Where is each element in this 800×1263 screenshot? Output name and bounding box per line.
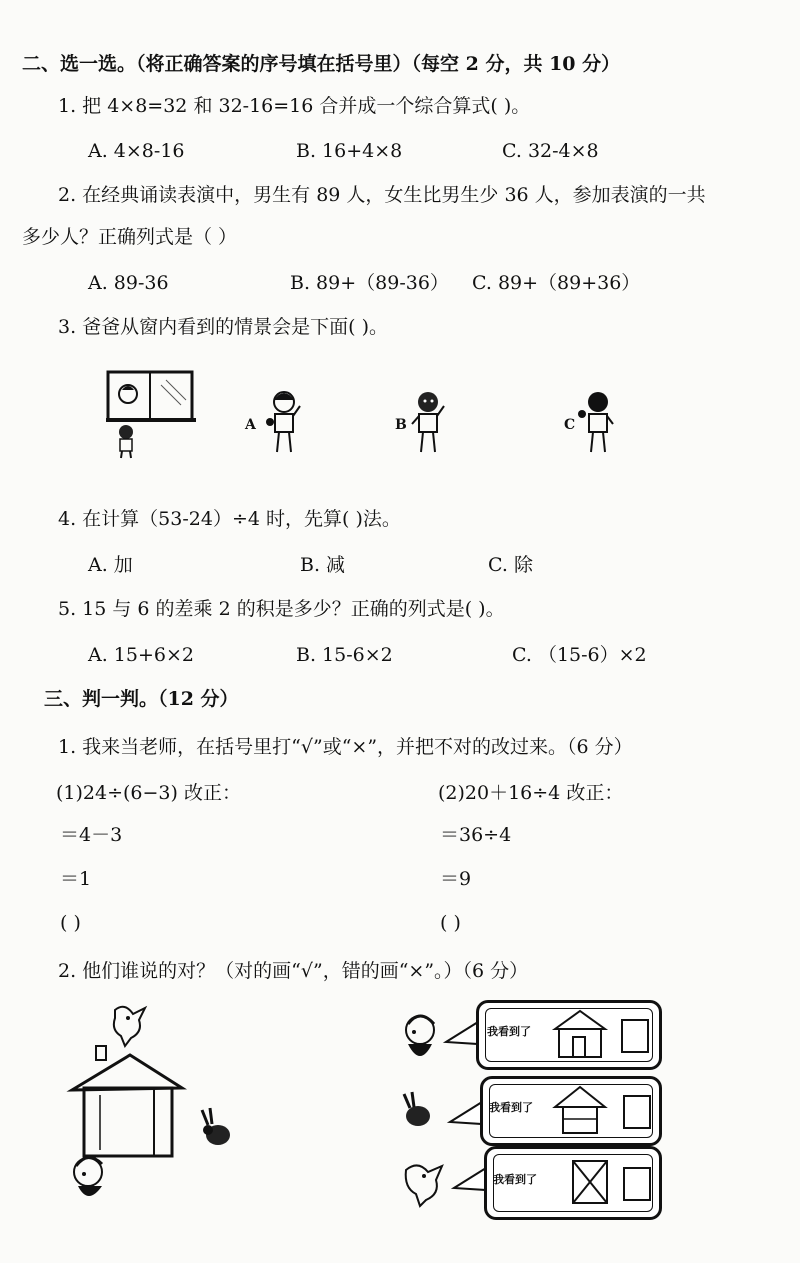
rabbit-speaker-figure [398, 1090, 438, 1130]
answer-box-3[interactable] [623, 1167, 651, 1201]
question-5-option-b: B. 15-6×2 [296, 644, 393, 666]
child-figure-a [262, 388, 306, 458]
question-5-text: 5. 15 与 6 的差乘 2 的积是多少？正确的列式是( )。 [58, 598, 505, 620]
question-1-option-c: C. 32-4×8 [502, 140, 599, 162]
bird-speaker-figure [400, 1158, 450, 1208]
question-1-option-a: A. 4×8-16 [88, 140, 185, 162]
question-4-option-b: B. 减 [300, 554, 346, 576]
question-2-option-c: C. 89+（89+36） [472, 272, 641, 294]
judge-question-1-text: 1. 我来当老师，在括号里打“√”或“×”，并把不对的改过来。（6 分） [58, 736, 633, 758]
correction-2-answer-bracket[interactable]: ( ) [440, 912, 461, 934]
question-2-line-1: 2. 在经典诵读表演中，男生有 89 人，女生比男生少 36 人，参加表演的一共 [58, 184, 706, 206]
house-scene-figure [70, 1000, 240, 1215]
boy-speaker-figure [398, 1010, 442, 1070]
question-1-text: 1. 把 4×8=32 和 32-16=16 合并成一个综合算式( )。 [58, 95, 531, 117]
correction-1-line-2: ＝4－3 [60, 824, 123, 846]
question-1-option-b: B. 16+4×8 [296, 140, 403, 162]
speech-bubble-3 [484, 1146, 662, 1220]
house-side-view-icon [553, 1083, 607, 1137]
correction-2-line-1: (2)20＋16÷4 改正： [438, 782, 624, 804]
question-4-option-c: C. 除 [488, 554, 533, 576]
correction-1-answer-bracket[interactable]: ( ) [60, 912, 81, 934]
option-a-label: A [245, 417, 256, 433]
answer-box-1[interactable] [621, 1019, 649, 1053]
child-figure-c [576, 388, 620, 458]
option-c-label: C [564, 417, 576, 433]
correction-2-line-3: ＝9 [440, 868, 472, 890]
speech-bubble-2 [480, 1076, 662, 1146]
section-3-heading: 三、判一判。（12 分） [44, 688, 239, 710]
question-2-option-b: B. 89+（89-36） [290, 272, 449, 294]
child-figure-b [406, 388, 450, 458]
question-2-option-a: A. 89-36 [88, 272, 169, 294]
question-2-line-2: 多少人？正确列式是（ ） [22, 226, 238, 248]
house-front-view-icon [553, 1007, 607, 1061]
correction-2-line-2: ＝36÷4 [440, 824, 512, 846]
bubble-3-tail [454, 1166, 488, 1194]
correction-1-line-3: ＝1 [60, 868, 92, 890]
bubble-2-tail [450, 1100, 484, 1128]
speech-bubble-2-label: 我看到了 [489, 1101, 533, 1114]
question-5-option-c: C. （15-6）×2 [512, 644, 647, 666]
house-top-view-icon [571, 1159, 611, 1207]
speech-bubble-3-label: 我看到了 [493, 1173, 537, 1186]
section-2-heading: 二、选一选。（将正确答案的序号填在括号里）（每空 2 分，共 10 分） [22, 53, 621, 75]
question-4-option-a: A. 加 [88, 554, 133, 576]
bubble-1-tail [446, 1020, 480, 1048]
question-3-text: 3. 爸爸从窗内看到的情景会是下面( )。 [58, 316, 389, 338]
correction-1-line-1: (1)24÷(6−3) 改正： [56, 782, 241, 804]
question-5-option-a: A. 15+6×2 [88, 644, 194, 666]
window-scene-figure [106, 370, 196, 460]
option-b-label: B [395, 417, 407, 433]
judge-question-2-text: 2. 他们谁说的对？（对的画“√”，错的画“×”。）（6 分） [58, 960, 529, 982]
answer-box-2[interactable] [623, 1095, 651, 1129]
speech-bubble-1-label: 我看到了 [487, 1025, 531, 1038]
question-4-text: 4. 在计算（53-24）÷4 时，先算( )法。 [58, 508, 401, 530]
speech-bubble-1 [476, 1000, 662, 1070]
